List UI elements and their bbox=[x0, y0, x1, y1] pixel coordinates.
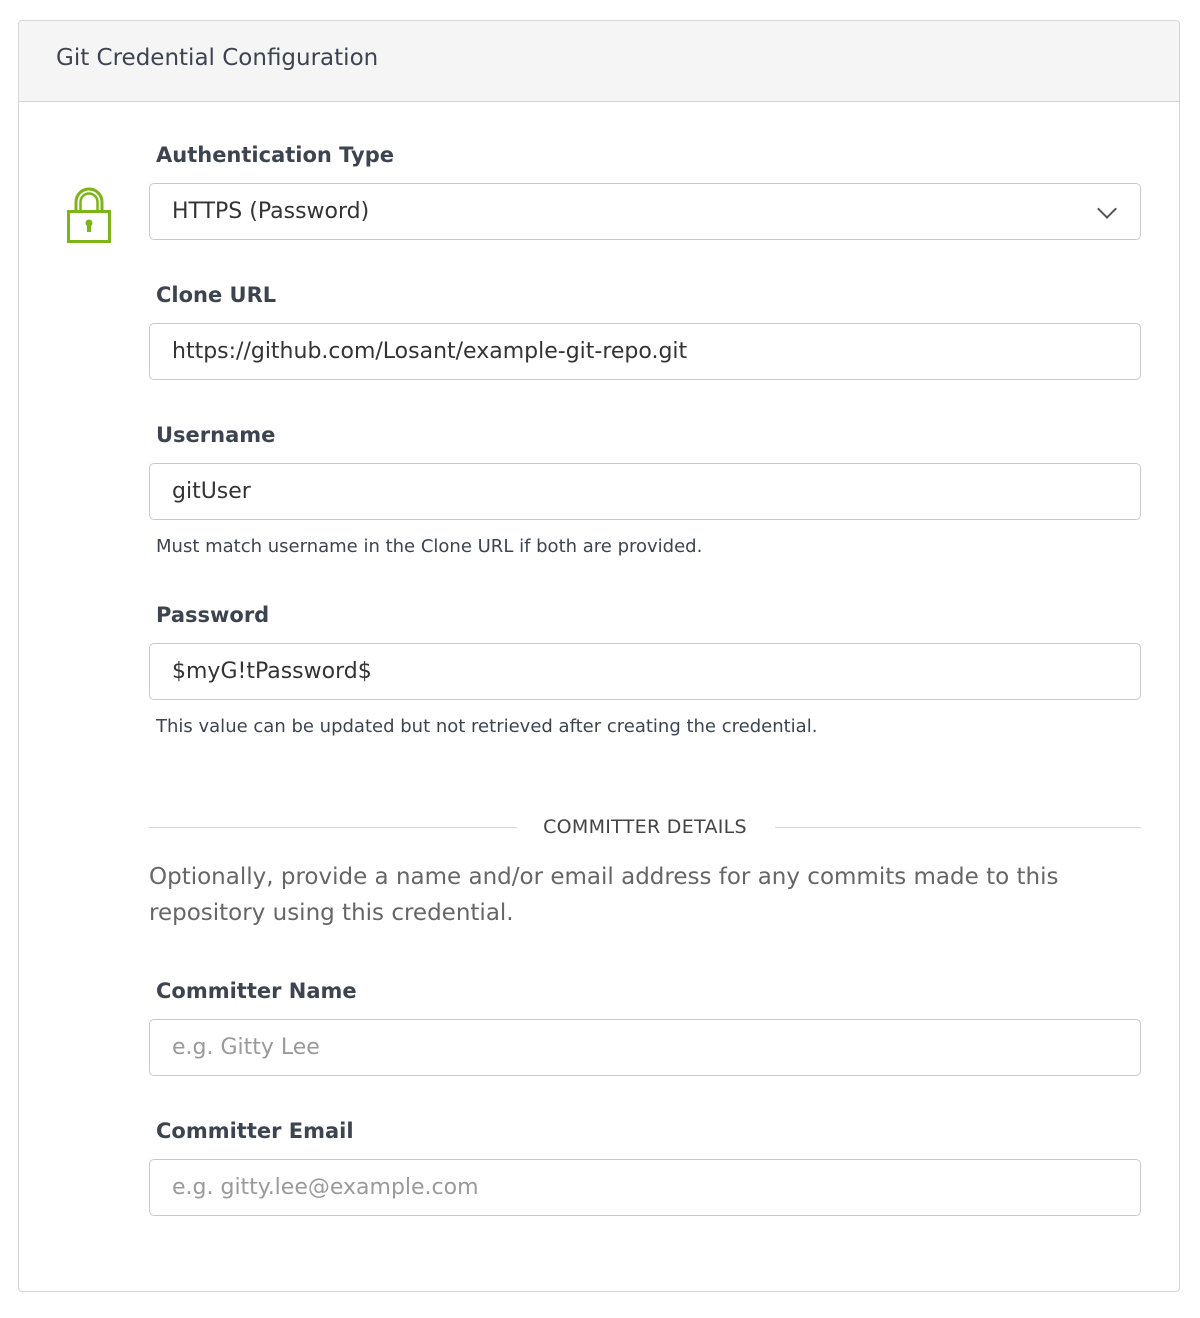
chevron-down-icon bbox=[1097, 199, 1117, 219]
committer-name-label: Committer Name bbox=[156, 979, 357, 1003]
username-input[interactable]: gitUser bbox=[149, 463, 1141, 520]
credential-card bbox=[18, 20, 1180, 1292]
divider-right bbox=[775, 827, 1141, 828]
clone-url-input[interactable]: https://github.com/Losant/example-git-repo.git bbox=[149, 323, 1141, 380]
lock-icon bbox=[66, 186, 112, 244]
card-header bbox=[19, 21, 1179, 102]
auth-type-select[interactable] bbox=[149, 183, 1141, 240]
clone-url-label: Clone URL bbox=[156, 283, 277, 307]
committer-name-input[interactable]: e.g. Gitty Lee bbox=[149, 1019, 1141, 1076]
password-input[interactable]: $myG!tPassword$ bbox=[149, 643, 1141, 700]
auth-type-label: Authentication Type bbox=[156, 143, 394, 167]
card-title: Git Credential Configuration bbox=[56, 45, 379, 71]
username-label: Username bbox=[156, 423, 276, 447]
auth-type-value: HTTPS (Password) bbox=[172, 199, 370, 224]
committer-email-input[interactable]: e.g. gitty.lee@example.com bbox=[149, 1159, 1141, 1216]
committer-section-title: COMMITTER DETAILS bbox=[543, 816, 747, 838]
committer-email-label: Committer Email bbox=[156, 1119, 354, 1143]
username-help: Must match username in the Clone URL if both are provided. bbox=[156, 536, 703, 557]
committer-description: Optionally, provide a name and/or email address for any commits made to this repository using this credential. bbox=[149, 864, 1059, 926]
password-label: Password bbox=[156, 603, 270, 627]
password-help: This value can be updated but not retrieved after creating the credential. bbox=[156, 716, 818, 737]
